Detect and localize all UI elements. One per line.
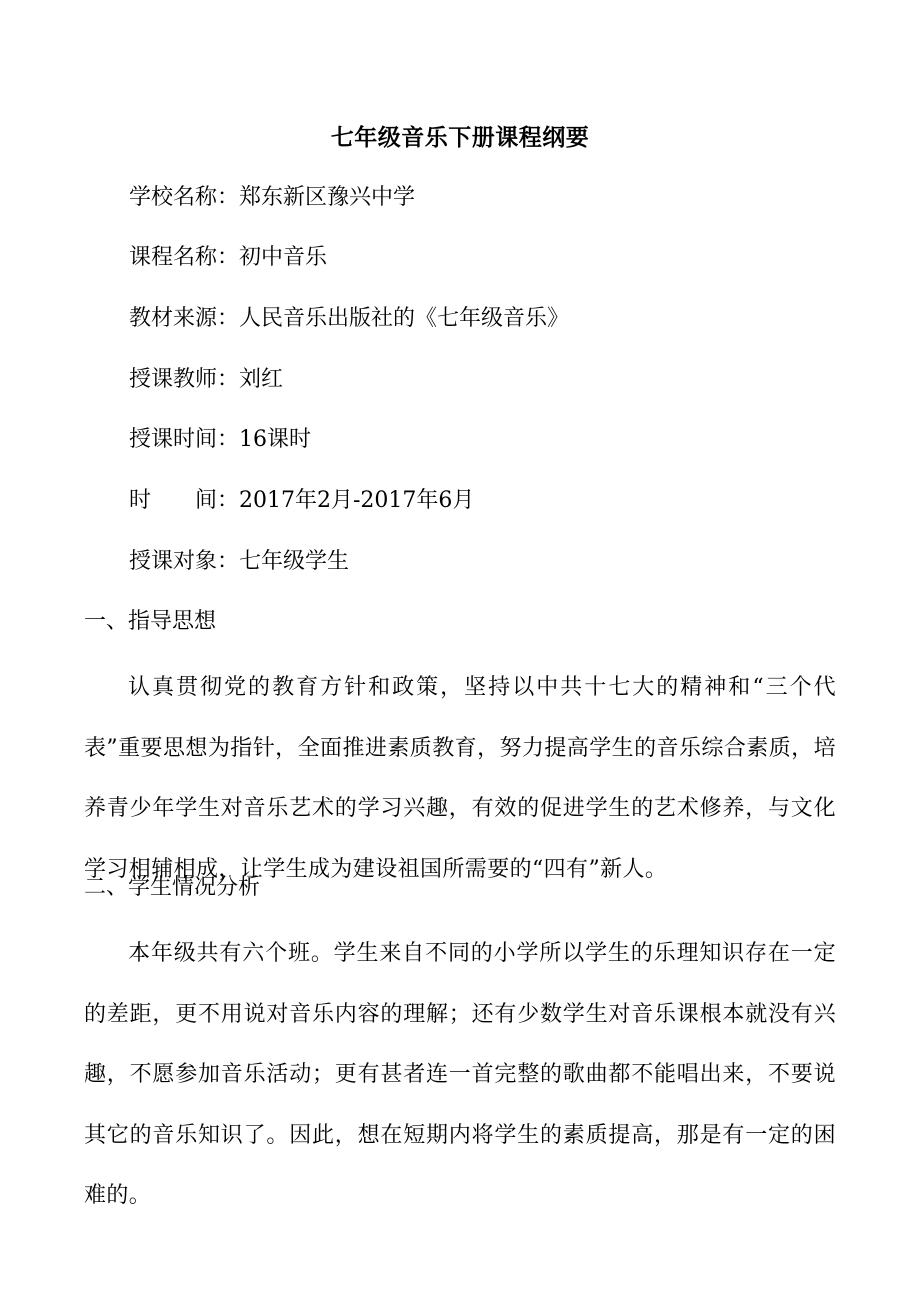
info-value: 人民音乐出版社的《七年级音乐》 — [239, 306, 570, 331]
info-value: 2017年2月-2017年6月 — [239, 488, 475, 513]
info-value: 初中音乐 — [239, 245, 328, 270]
section-heading-student-analysis: 二、学生情况分析 — [84, 875, 261, 900]
info-row-audience — [129, 544, 349, 580]
info-row-teacher — [129, 362, 283, 398]
section-heading-guiding-ideology: 一、指导思想 — [84, 609, 217, 634]
info-label: 授课对象： — [129, 549, 240, 574]
info-value: 刘红 — [239, 367, 284, 392]
info-label: 授课时间： — [129, 427, 240, 452]
info-value: 郑东新区豫兴中学 — [239, 185, 416, 210]
info-label: 课程名称： — [129, 245, 240, 270]
section-body-guiding-ideology: 认真贯彻党的教育方针和政策，坚持以中共十七大的精神和“三个代表”重要思想为指针，全面推进素质教育，努力提高学生的音乐综合素质，培养青少年学生对音乐艺术的学习兴趣，有效的促进学生的艺术修养，与文化学习相辅相成，让学生成为建设祖国所需要的“四有”新人。 — [84, 675, 836, 882]
info-row-school — [129, 180, 415, 216]
section-body-student-analysis: 本年级共有六个班。学生来自不同的小学所以学生的乐理知识存在一定的差距，更不用说对音乐内容的理解；还有少数学生对音乐课根本就没有兴趣，不愿参加音乐活动；更有甚者连一首完整的歌曲都不能唱出来，不要说其它的音乐知识了。因此，想在短期内将学生的素质提高，那是有一定的困难的。 — [84, 941, 836, 1208]
info-value: 16课时 — [239, 427, 312, 452]
info-label: 教材来源： — [129, 306, 240, 331]
info-row-course — [129, 240, 327, 276]
info-label: 时 间： — [129, 488, 240, 513]
document-title: 七年级音乐下册课程纲要 — [330, 124, 590, 151]
info-label: 授课教师： — [129, 367, 240, 392]
info-row-period — [129, 483, 474, 519]
info-label: 学校名称： — [129, 185, 240, 210]
info-row-textbook — [129, 301, 569, 337]
info-value: 七年级学生 — [239, 549, 350, 574]
info-row-hours — [129, 422, 311, 458]
